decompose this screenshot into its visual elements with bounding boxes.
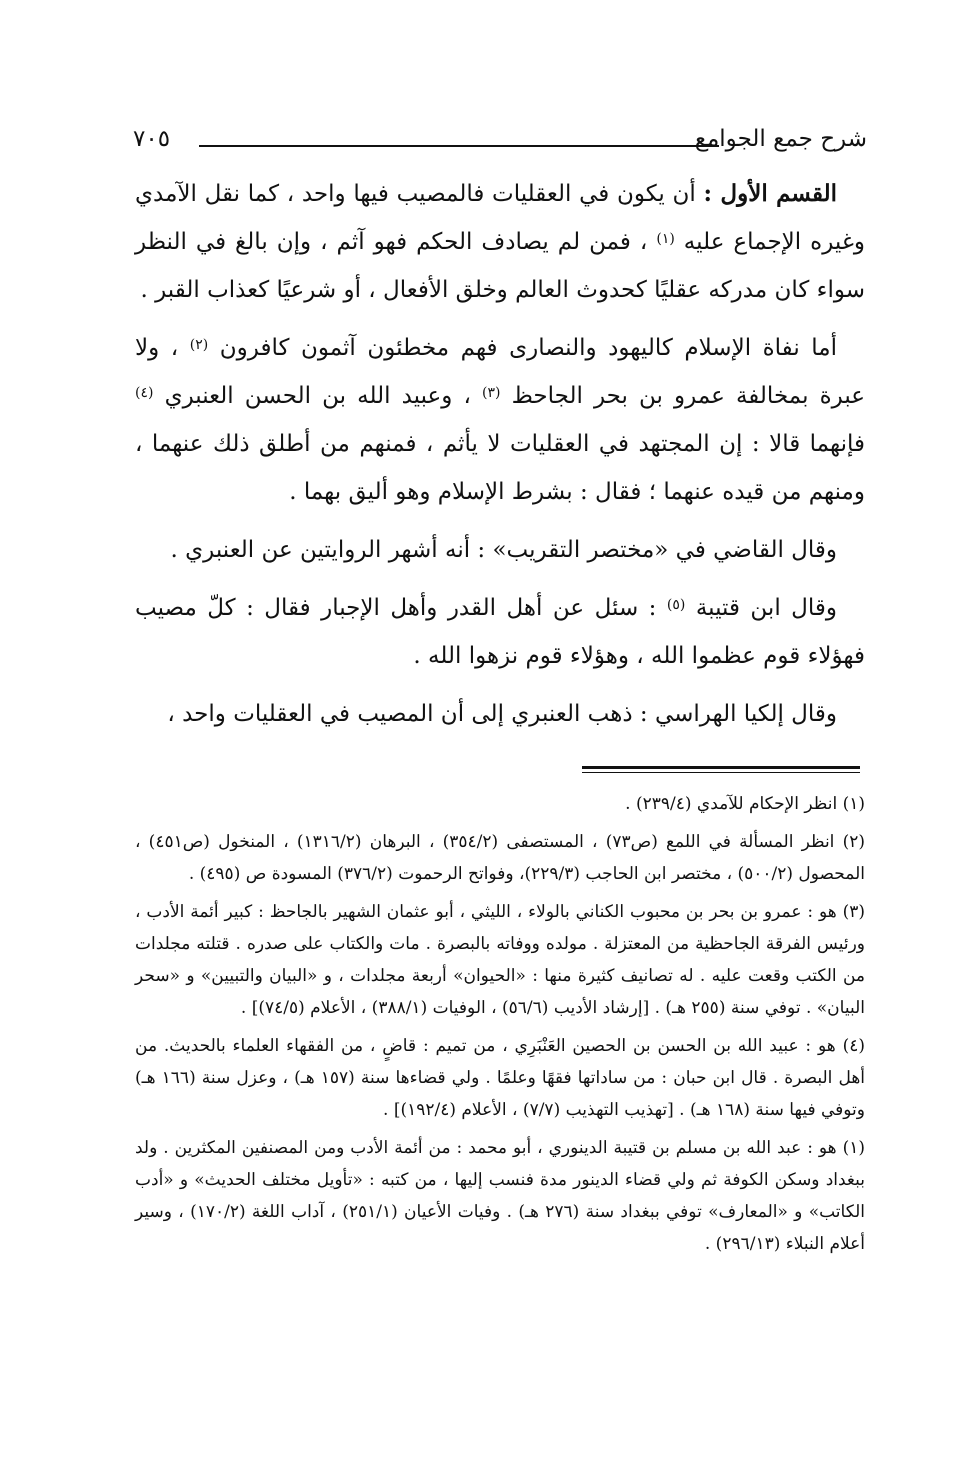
main-text xyxy=(135,170,865,748)
paragraph-4-text-a: وقال ابن قتيبة xyxy=(685,595,838,621)
paragraph-1 xyxy=(135,170,865,314)
paragraph-1-text-b: ، فمن لم يصادف الحكم فهو آثم ، وإن بالغ في النظر سواء كان مدركه عقليًا كحدوث العالم وخلق الأفعال ، أو شرعيًا كعذاب القبر . xyxy=(135,229,865,303)
paragraph-3: وقال القاضي في «مختصر التقريب» : أنه أشهر الروايتين عن العنبري . xyxy=(170,537,837,563)
paragraph-4 xyxy=(135,584,865,680)
footnote-1: (١) انظر الإحكام للآمدي (٢٣٩/٤) . xyxy=(625,794,865,814)
footnote-ref-4: (٤) xyxy=(135,385,154,401)
footnote-ref-1: (١) xyxy=(656,231,675,247)
footnote-5: (١) هو : عبد الله بن مسلم بن قتيبة الدينوري ، أبو محمد : من أئمة الأدب ومن المصنفين المكثرين . ولد ببغداد وسكن الكوفة ثم ولي قضاء الدينور مدة فنسب إليها ، من كتبه : «تأويل مختلف الحديث» و «أدب الكاتب» و «المعارف» توفي ببغداد سنة (٢٧٦ هـ) . وفيات الأعيان (٢٥١/١) ، آداب اللغة (١٧٠/٢) ، وسير أعلام النبلاء (٢٩٦/١٣) . xyxy=(135,1138,865,1254)
running-header xyxy=(133,118,867,162)
running-title: شرح جمع الجوامع xyxy=(694,126,867,152)
paragraph-2-text-b: ، ولا عبرة بمخالفة عمرو بن بحر الجاحظ xyxy=(135,335,865,409)
footnotes xyxy=(135,788,865,1266)
footnote-ref-3: (٣) xyxy=(482,385,501,401)
footnote-ref-2: (٢) xyxy=(189,337,209,353)
footnote-separator xyxy=(582,766,860,773)
footnote-4: (٤) هو : عبيد الله بن الحسن بن الحصين العَنْبَرِي ، من تميم : قاضٍ ، من الفقهاء العلماء بالحديث. من أهل البصرة . قال ابن حبان : من ساداتها فقهًا وعلمًا . ولي قضاءها سنة (١٥٧ هـ) ، وعزل سنة (١٦٦ هـ) وتوفي فيها سنة (١٦٨ هـ) . [تهذيب التهذيب (٧/٧) ، الأعلام (١٩٢/٤)] . xyxy=(135,1036,866,1120)
paragraph-2-text-c: ، وعبيد الله بن الحسن العنبري xyxy=(153,383,482,409)
paragraph-1-text-a: أن يكون في العقليات فالمصيب فيها واحد ، كما نقل الآمدي وغيره الإجماع عليه xyxy=(135,181,865,255)
footnote-rule-thin xyxy=(582,772,860,773)
paragraph-2-text-a: أما نفاة الإسلام كاليهود والنصارى فهم مخطئون آثمون كافرون xyxy=(208,335,837,361)
footnote-ref-5: (٥) xyxy=(666,597,686,613)
section-lead: القسم الأول : xyxy=(703,180,837,207)
footnote-rule-thick xyxy=(582,766,860,769)
page-number: ٧٠٥ xyxy=(133,126,171,152)
paragraph-4-text-b: : سئل عن أهل القدر وأهل الإجبار فقال : كلّ مصيب فهؤلاء قوم عظموا الله ، وهؤلاء قوم نزهوا الله . xyxy=(135,595,865,669)
paragraph-5: وقال إلكيا الهراسي : ذهب العنبري إلى أن المصيب في العقليات واحد ، xyxy=(167,701,837,727)
header-rule xyxy=(199,145,719,147)
paragraph-2 xyxy=(135,324,865,516)
paragraph-2-text-d: فإنهما قالا : إن المجتهد في العقليات لا يأثم ، فمنهم من أطلق ذلك عنهما ، ومنهم من قيده عنهما ؛ فقال : بشرط الإسلام وهو أليق بهما . xyxy=(135,431,865,505)
footnote-2: (٢) انظر المسألة في اللمع (ص٧٣) ، المستصفى (٣٥٤/٢) ، البرهان (١٣١٦/٢) ، المنخول (ص٤٥١) ، المحصول (٥٠٠/٢) ، مختصر ابن الحاجب (٢٢٩/٣)، وفواتح الرحموت (٣٧٦/٢) المسودة ص (٤٩٥) . xyxy=(135,832,865,884)
footnote-3: (٣) هو : عمرو بن بحر بن محبوب الكناني بالولاء ، الليثي ، أبو عثمان الشهير بالجاحظ : كبير أئمة الأدب ، ورئيس الفرقة الجاحظية من المعتزلة . مولده ووفاته بالبصرة . مات والكتاب على صدره . قتلته مجلدات من الكتب وقعت عليه . له تصانيف كثيرة منها : «الحيوان» أربعة مجلدات ، و «البيان والتبيين» و «سحر البيان» . توفي سنة (٢٥٥ هـ) . [إرشاد الأديب (٥٦/٦) ، الوفيات (٣٨٨/١) ، الأعلام (٧٤/٥)] . xyxy=(135,902,865,1018)
